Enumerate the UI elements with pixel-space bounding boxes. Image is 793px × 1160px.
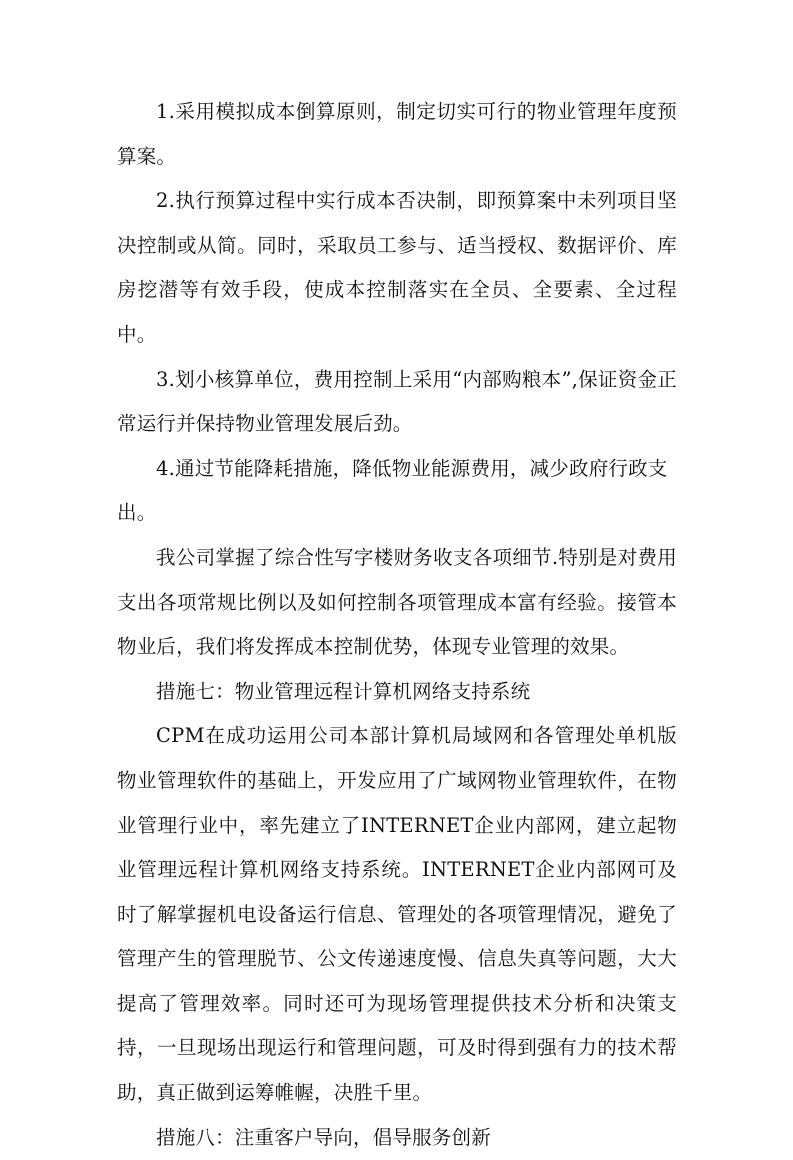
paragraph-cost-veto: 2.执行预算过程中实行成本否决制，即预算案中未列项目坚决控制或从简。同时，采取员工参与、适当授权、数据评价、库房挖潜等有效手段，使成本控制落实在全员、全要素、全过程中。 (117, 189, 677, 346)
heading-measure-seven: 措施七：物业管理远程计算机网络支持系统 (156, 679, 531, 703)
paragraph-budget-principle: 1.采用模拟成本倒算原则，制定切实可行的物业管理年度预算案。 (117, 100, 677, 168)
document-body (117, 90, 677, 1160)
heading-measure-eight: 措施八：注重客户导向，倡导服务创新 (156, 1125, 491, 1149)
paragraph-network-system: CPM在成功运用公司本部计算机局域网和各管理处单机版物业管理软件的基础上，开发应用了广域网物业管理软件，在物业管理行业中，率先建立了INTERNET企业内部网，建立起物业管理远程计算机网络支持系统。INTERNET企业内部网可及时了解掌握机电设备运行信息、管理处的各项管理情况，避免了管理产生的管理脱节、公文传递速度慢、信息失真等问题，大大提高了管理效率。同时还可为现场管理提供技术分析和决策支持，一旦现场出现运行和管理问题，可及时得到强有力的技术帮助，真正做到运筹帷幄，决胜千里。 (117, 724, 677, 1105)
paragraph-financial-experience: 我公司掌握了综合性写字楼财务收支各项细节.特别是对费用支出各项常规比例以及如何控制各项管理成本富有经验。接管本物业后，我们将发挥成本控制优势，体现专业管理的效果。 (117, 545, 677, 659)
paragraph-accounting-units: 3.划小核算单位，费用控制上采用“内部购粮本”,保证资金正常运行并保持物业管理发展后劲。 (117, 367, 677, 436)
paragraph-energy-saving: 4.通过节能降耗措施，降低物业能源费用，减少政府行政支出。 (117, 456, 668, 525)
